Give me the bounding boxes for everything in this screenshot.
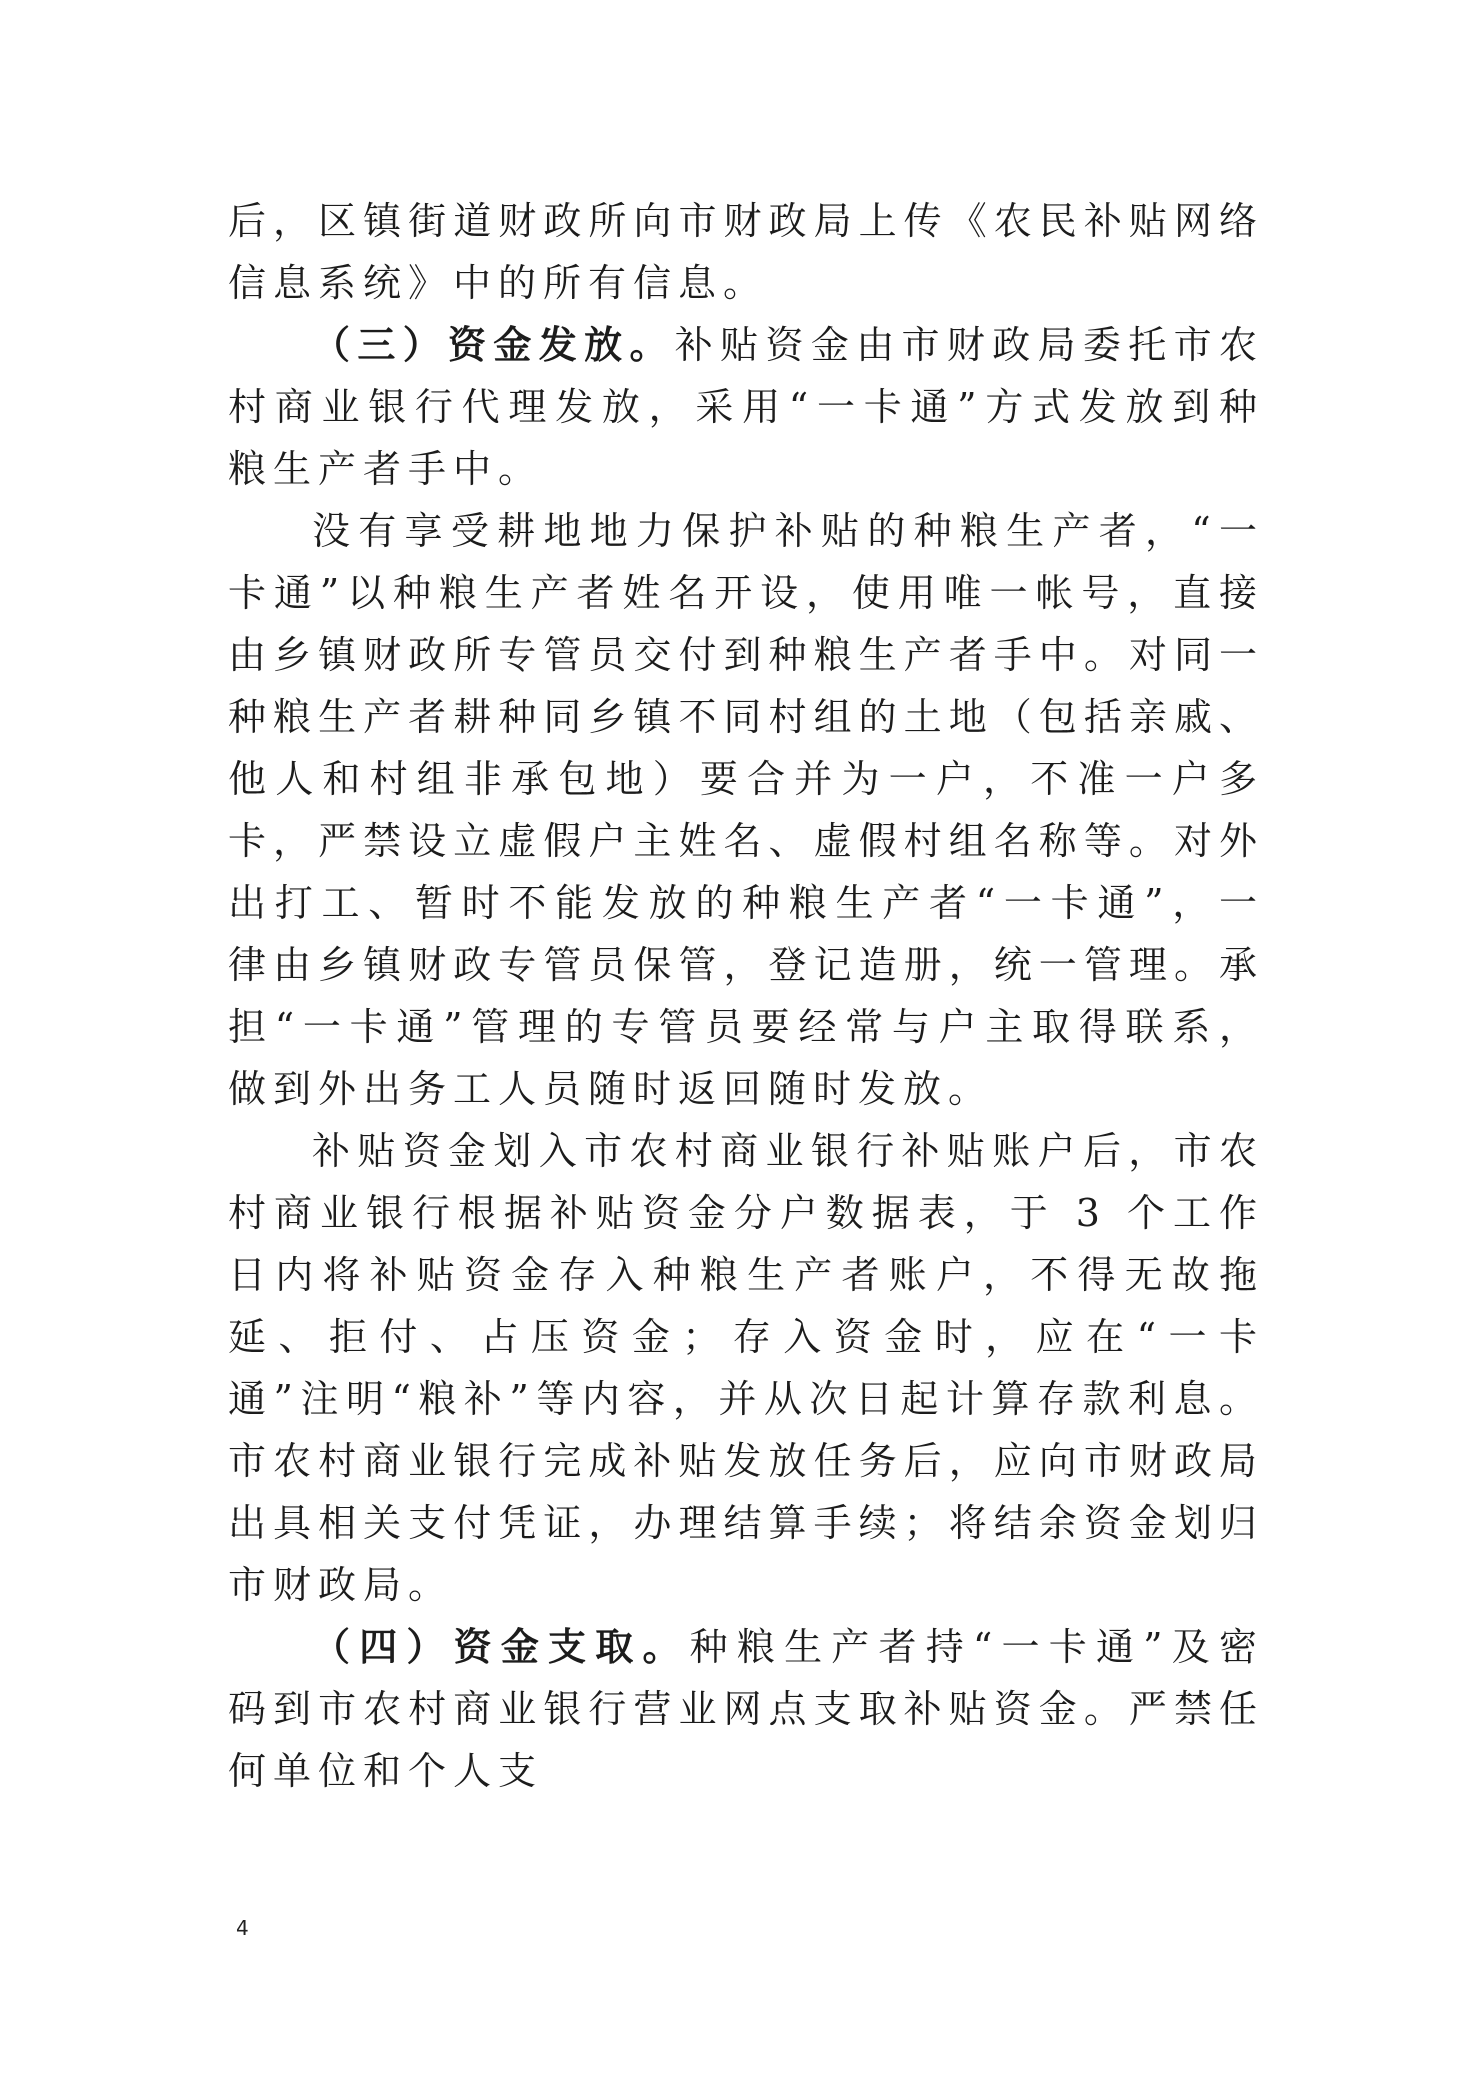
page-number: 4 (236, 1916, 249, 1940)
paragraph-section-3 (228, 314, 1264, 500)
paragraph-text: 后，区镇街道财政所向市财政局上传《农民补贴网络信息系统》中的所有信息。 (228, 199, 1264, 305)
paragraph-text: 种粮生产者持“一卡通”及密码到市农村商业银行营业网点支取补贴资金。严禁任何单位和个人支 (228, 1625, 1264, 1793)
section-heading: （四）资金支取。 (312, 1624, 690, 1669)
body-text (228, 190, 1264, 1802)
paragraph-text: 没有享受耕地地力保护补贴的种粮生产者，“一卡通”以种粮生产者姓名开设，使用唯一帐号，直接由乡镇财政所专管员交付到种粮生产者手中。对同一种粮生产者耕种同乡镇不同村组的土地（包括亲戚、他人和村组非承包地）要合并为一户，不准一户多卡，严禁设立虚假户主姓名、虚假村组名称等。对外出打工、暂时不能发放的种粮生产者“一卡通”，一律由乡镇财政专管员保管，登记造册，统一管理。承担“一卡通”管理的专管员要经常与户主取得联系，做到外出务工人员随时返回随时发放。 (228, 509, 1264, 1111)
paragraph-text: 补贴资金由市财政局委托市农村商业银行代理发放，采用“一卡通”方式发放到种粮生产者手中。 (228, 323, 1264, 491)
paragraph-bank-deposit (228, 1120, 1264, 1616)
paragraph-continuation (228, 190, 1264, 314)
section-heading: （三）资金发放。 (312, 322, 675, 367)
paragraph-text: 补贴资金划入市农村商业银行补贴账户后，市农村商业银行根据补贴资金分户数据表，于 3 个工作日内将补贴资金存入种粮生产者账户，不得无故拖延、拒付、占压资金；存入资金时，应在“一卡通”注明“粮补”等内容，并从次日起计算存款利息。市农村商业银行完成补贴发放任务后，应向市财政局出具相关支付凭证，办理结算手续；将结余资金划归市财政局。 (228, 1129, 1264, 1607)
paragraph-section-4 (228, 1616, 1264, 1802)
paragraph-card-issuance (228, 500, 1264, 1120)
